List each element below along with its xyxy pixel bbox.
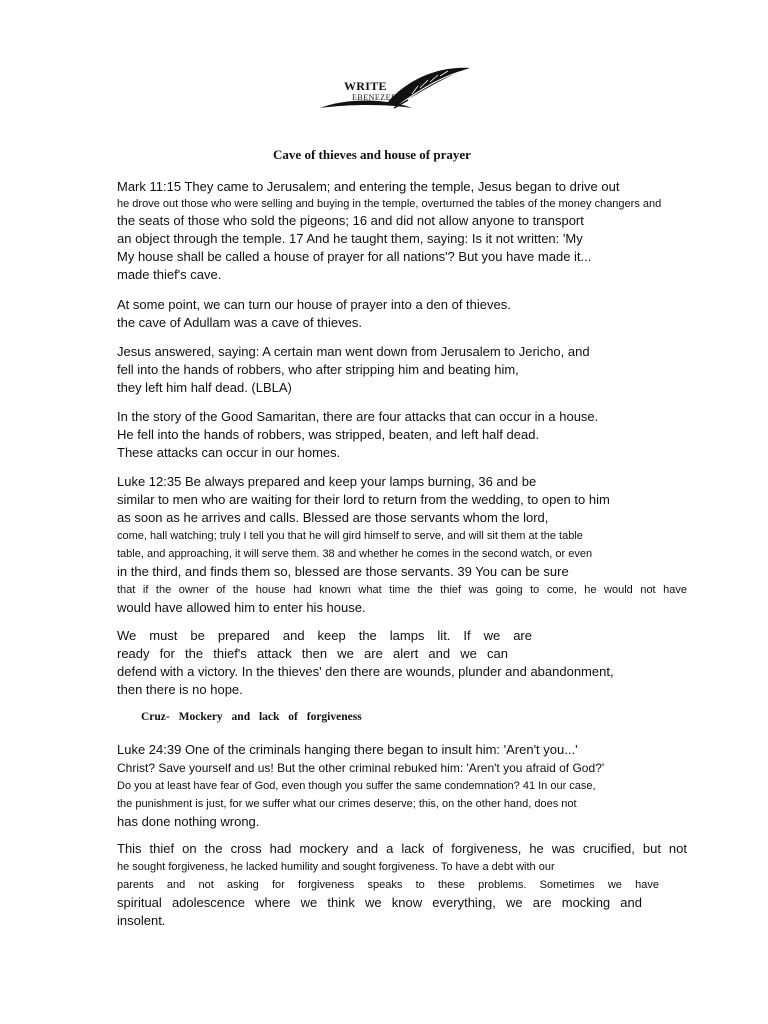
text-line: insolent. [117,913,166,928]
text-line: as soon as he arrives and calls. Blessed are those servants whom the lord, [117,510,549,525]
text-line: similar to men who are waiting for their lord to return from the wedding, to open to him [117,492,610,507]
text-line: that if the owner of the house had known what time the thief was going to come, he would not have [117,584,687,596]
page-title: Cave of thieves and house of prayer [273,147,471,162]
text-line: the punishment is just, for we suffer what our crimes deserve; this, on the other hand, does not [117,798,577,810]
text-line: then there is no hope. [117,682,243,697]
logo-word: WRITE [344,79,387,93]
text-line: parents and not asking for forgiveness speaks to these problems. Sometimes we have [117,879,659,891]
text-line: has done nothing wrong. [117,814,260,829]
text-line: he drove out those who were selling and buying in the temple, overturned the tables of the money changers and [117,198,662,210]
text-line: Luke 12:35 Be always prepared and keep your lamps burning, 36 and be [117,474,537,489]
text-line: spiritual adolescence where we think we know everything, we are mocking and [117,895,642,910]
text-line: made thief's cave. [117,267,222,282]
paragraph-jericho [117,343,687,397]
text-line: Mark 11:15 They came to Jerusalem; and entering the temple, Jesus began to drive out [117,179,620,194]
text-line: defend with a victory. In the thieves' den there are wounds, plunder and abandonment, [117,664,614,679]
text-line: table, and approaching, it will serve them. 38 and whether he comes in the second watch, or even [117,548,593,560]
paragraph-luke-12 [117,473,687,617]
paragraph-mark-11 [117,178,687,284]
text-line: the seats of those who sold the pigeons; 16 and did not allow anyone to transport [117,213,584,228]
text-line: Jesus answered, saying: A certain man went down from Jerusalem to Jericho, and [117,344,590,359]
quill-feather-icon [316,64,470,116]
text-line: they left him half dead. (LBLA) [117,380,292,395]
paragraph-be-prepared [117,627,687,699]
paragraph-den-of-thieves [117,296,687,332]
text-line: This thief on the cross had mockery and a lack of forgiveness, he was crucified, but not [117,841,687,856]
paragraph-luke-24 [117,741,687,831]
logo [316,64,470,116]
text-line: My house shall be called a house of prayer for all nations'? But you have made it... [117,249,592,264]
text-line: the cave of Adullam was a cave of thieves. [117,315,362,330]
text-line: would have allowed him to enter his house. [117,600,366,615]
paragraph-good-samaritan [117,408,687,462]
logo-subtitle: EBENEZER [352,93,397,102]
section-subheading: Cruz- Mockery and lack of forgiveness [141,711,362,723]
text-line: an object through the temple. 17 And he taught them, saying: Is it not written: 'My [117,231,583,246]
text-line: We must be prepared and keep the lamps lit. If we are [117,628,532,643]
paragraph-thief-on-cross [117,840,687,930]
text-line: In the story of the Good Samaritan, there are four attacks that can occur in a house. [117,409,599,424]
text-line: Luke 24:39 One of the criminals hanging there began to insult him: 'Aren't you...' [117,742,578,757]
text-line: ready for the thief's attack then we are alert and we can [117,646,508,661]
text-line: These attacks can occur in our homes. [117,445,341,460]
text-line: At some point, we can turn our house of prayer into a den of thieves. [117,297,511,312]
text-line: in the third, and finds them so, blessed are those servants. 39 You can be sure [117,564,569,579]
text-line: he sought forgiveness, he lacked humility and sought forgiveness. To have a debt with our [117,861,555,873]
text-line: fell into the hands of robbers, who after stripping him and beating him, [117,362,519,377]
text-line: Christ? Save yourself and us! But the other criminal rebuked him: 'Aren't you afraid of God?' [117,761,605,775]
text-line: Do you at least have fear of God, even though you suffer the same condemnation? 41 In our case, [117,780,596,792]
text-line: He fell into the hands of robbers, was stripped, beaten, and left half dead. [117,427,540,442]
text-line: come, hall watching; truly I tell you that he will gird himself to serve, and will sit them at the table [117,530,583,542]
